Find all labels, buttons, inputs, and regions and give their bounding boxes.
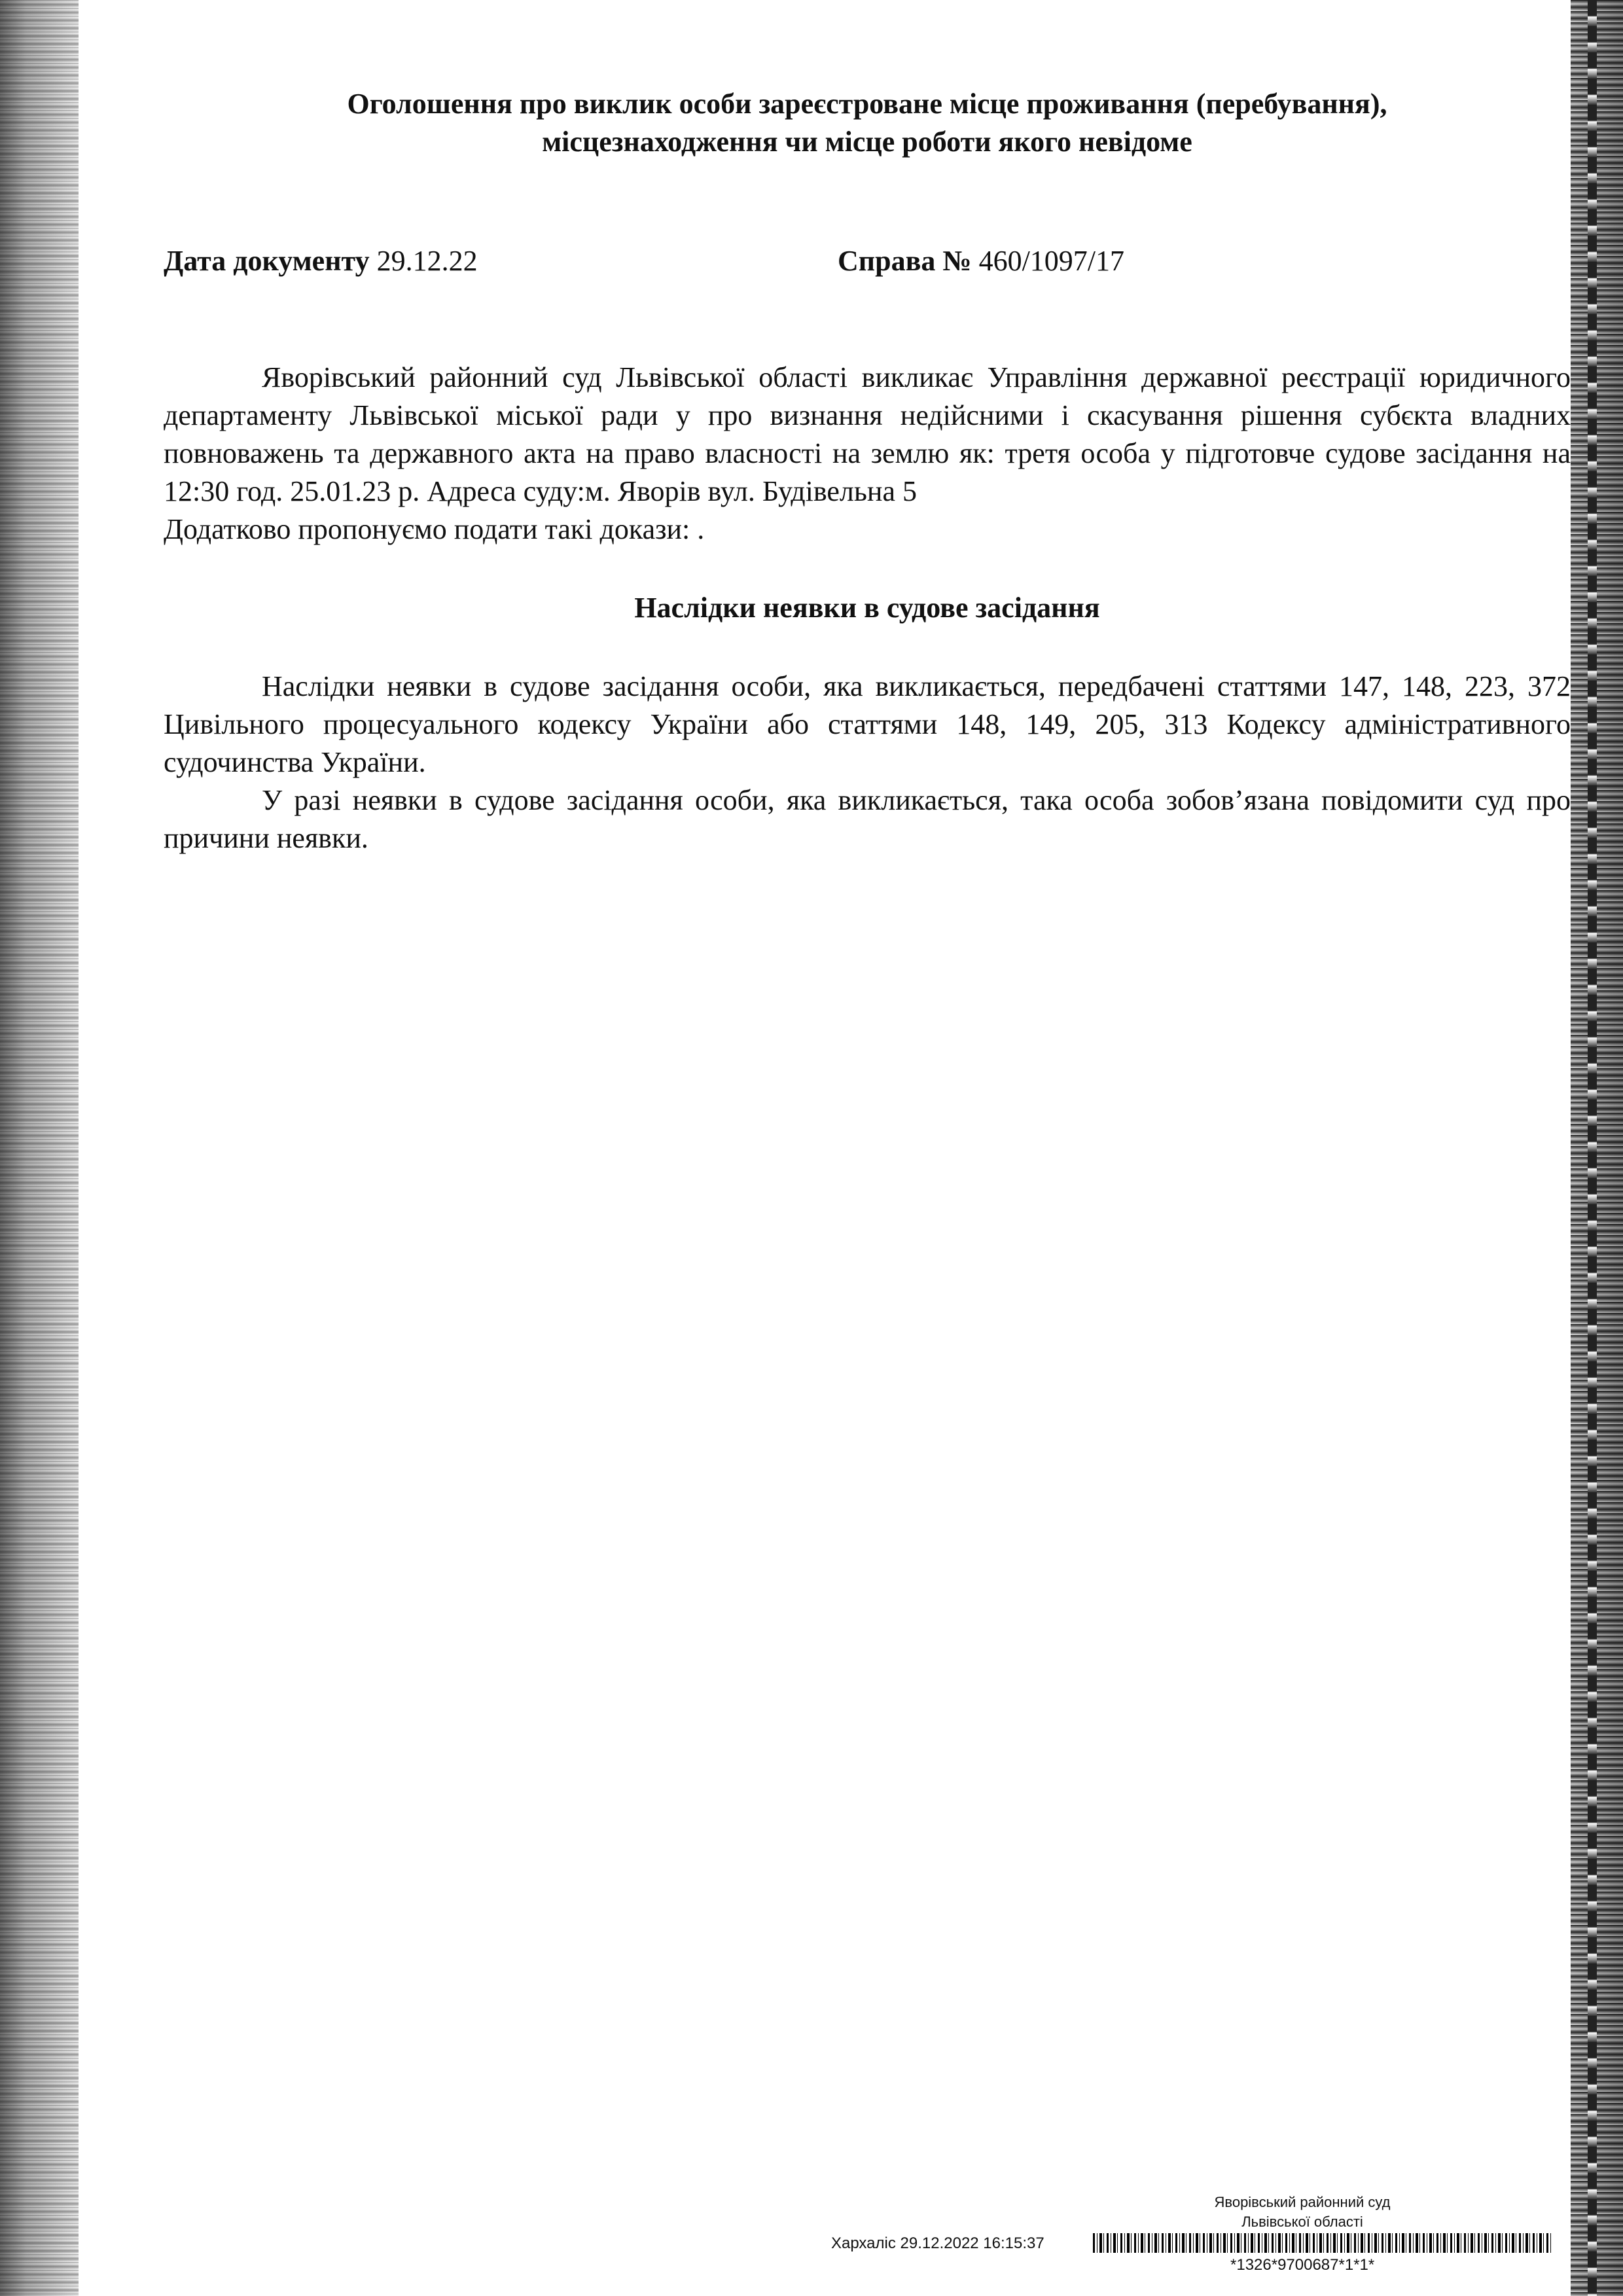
document-title (164, 85, 1571, 161)
title-line-2: місцезнаходження чи місце роботи якого невідоме (542, 126, 1192, 158)
scan-edge-left (0, 0, 79, 2296)
document-body (164, 359, 1571, 857)
case-value: 460/1097/17 (978, 245, 1125, 277)
case-number (838, 242, 1124, 280)
registration-stamp-text: Хархаліс 29.12.2022 16:15:37 (831, 2234, 1044, 2252)
document-date (164, 242, 478, 280)
evidence-paragraph: Додатково пропонуємо подати такі докази: . (164, 513, 705, 545)
case-label: Справа № (838, 245, 972, 277)
court-stamp (1198, 2193, 1407, 2232)
consequences-paragraph: Наслідки неявки в судове засідання особи, яка викликається, передбачені статтями 147, 148, 223, 372 Цивільного процесуального кодексу України або статтями 148, 149, 205, 313 Кодексу адміністративного судочинства України. (164, 670, 1571, 778)
scan-edge-right (1571, 0, 1623, 2296)
document-page (164, 0, 1571, 2296)
court-name: Яворівський районний суд (1214, 2194, 1391, 2210)
court-region: Львівської області (1241, 2214, 1363, 2230)
summons-paragraph: Яворівський районний суд Львівської області викликає Управління державної реєстрації юридичного департаменту Львівської міської ради у про визнання недійсними і скасування рішення субєкта владних повноважень та державного акта на право власності на землю як: третя особа у підготовче судове засідання на 12:30 год. 25.01.23 р. Адреса суду:м. Яворів вул. Будівельна 5 (164, 361, 1571, 507)
barcode-number: *1326*9700687*1*1* (1230, 2256, 1375, 2274)
registration-stamp (831, 2231, 1564, 2257)
consequences-heading: Наслідки неявки в судове засідання (634, 592, 1100, 624)
title-line-1: Оголошення про виклик особи зареєстроване місце проживання (перебування), (347, 88, 1387, 120)
scan-edge-right-inner (1588, 0, 1597, 2296)
date-value: 29.12.22 (376, 245, 478, 277)
barcode (1093, 2233, 1551, 2253)
notification-paragraph: У разі неявки в судове засідання особи, яка викликається, така особа зобов’язана повідомити суд про причини неявки. (164, 784, 1571, 854)
date-label: Дата документу (164, 245, 370, 277)
